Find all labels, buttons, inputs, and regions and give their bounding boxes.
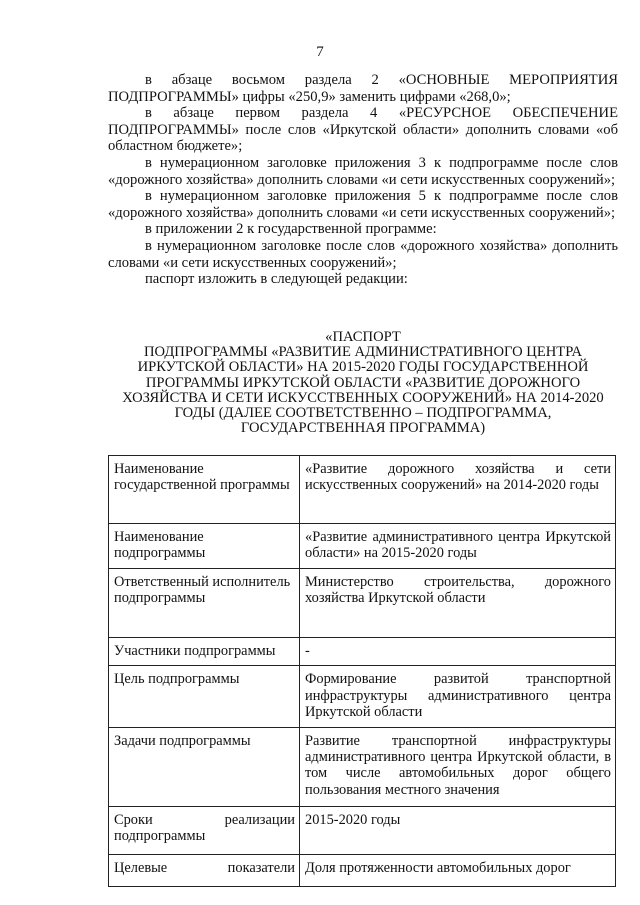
table-row [109,456,616,524]
passport-table [108,455,616,887]
row-value: «Развитие административного центра Иркутской области» на 2015-2020 годы [300,524,616,569]
row-value: Развитие транспортной инфраструктуры административного центра Иркутской области, в том числе автомобильных дорог общего пользования местного значения [300,727,616,806]
row-value: - [300,638,616,666]
table-row [109,727,616,806]
paragraph: в нумерационном заголовке после слов «дорожного хозяйства» дополнить словами «и сети искусственных сооружений»; [108,237,618,271]
paragraph: в абзаце первом раздела 4 «РЕСУРСНОЕ ОБЕСПЕЧЕНИЕ ПОДПРОГРАММЫ» после слов «Иркутской области» дополнить словами «об областном бюджете»; [108,105,618,155]
row-value: 2015-2020 годы [300,806,616,854]
row-value: Доля протяженности автомобильных дорог [300,854,616,886]
table-row [109,806,616,854]
row-label: Целевые показатели [109,854,300,886]
row-label: Наименование государственной программы [109,456,300,524]
row-label: Участники подпрограммы [109,638,300,666]
table-row [109,854,616,886]
passport-heading-line1: «ПАСПОРТ [325,329,401,345]
paragraph: паспорт изложить в следующей редакции: [145,271,408,288]
table-row [109,666,616,727]
row-label: Ответственный исполнитель подпрограммы [109,569,300,638]
row-value: Формирование развитой транспортной инфраструктуры административного центра Иркутской области [300,666,616,727]
passport-heading-title: ПОДПРОГРАММЫ «РАЗВИТИЕ АДМИНИСТРАТИВНОГО ЦЕНТРА ИРКУТСКОЙ ОБЛАСТИ» НА 2015-2020 ГОДЫ ГОСУДАРСТВЕННОЙ ПРОГРАММЫ ИРКУТСКОЙ ОБЛАСТИ «РАЗВИТИЕ ДОРОЖНОГО ХОЗЯЙСТВА И СЕТИ ИСКУССТВЕННЫХ СООРУЖЕНИЙ» НА 2014-2020 ГОДЫ (ДАЛЕЕ СООТВЕТСТВЕННО – ПОДПРОГРАММА, ГОСУДАРСТВЕННАЯ ПРОГРАММА) [122,344,604,437]
table-row [109,524,616,569]
paragraph: в приложении 2 к государственной программе: [145,221,437,238]
table-row [109,638,616,666]
row-label: Наименование подпрограммы [109,524,300,569]
table-row [109,569,616,638]
paragraph: в абзаце восьмом раздела 2 «ОСНОВНЫЕ МЕРОПРИЯТИЯ ПОДПРОГРАММЫ» цифры «250,9» заменить цифрами «268,0»; [108,72,618,105]
row-label: Задачи подпрограммы [109,727,300,806]
row-value: Министерство строительства, дорожного хозяйства Иркутской области [300,569,616,638]
page-number: 7 [316,44,324,60]
paragraph: в нумерационном заголовке приложения 5 к подпрограмме после слов «дорожного хозяйства» дополнить словами «и сети искусственных сооружений»; [108,188,618,221]
row-label: Цель подпрограммы [109,666,300,727]
paragraph: в нумерационном заголовке приложения 3 к подпрограмме после слов «дорожного хозяйства» дополнить словами «и сети искусственных сооружений»; [108,154,618,188]
amendment-text [108,72,618,288]
passport-heading [108,330,618,436]
row-label: Сроки реализации подпрограммы [109,806,300,854]
row-value: «Развитие дорожного хозяйства и сети искусственных сооружений» на 2014-2020 годы [300,456,616,524]
